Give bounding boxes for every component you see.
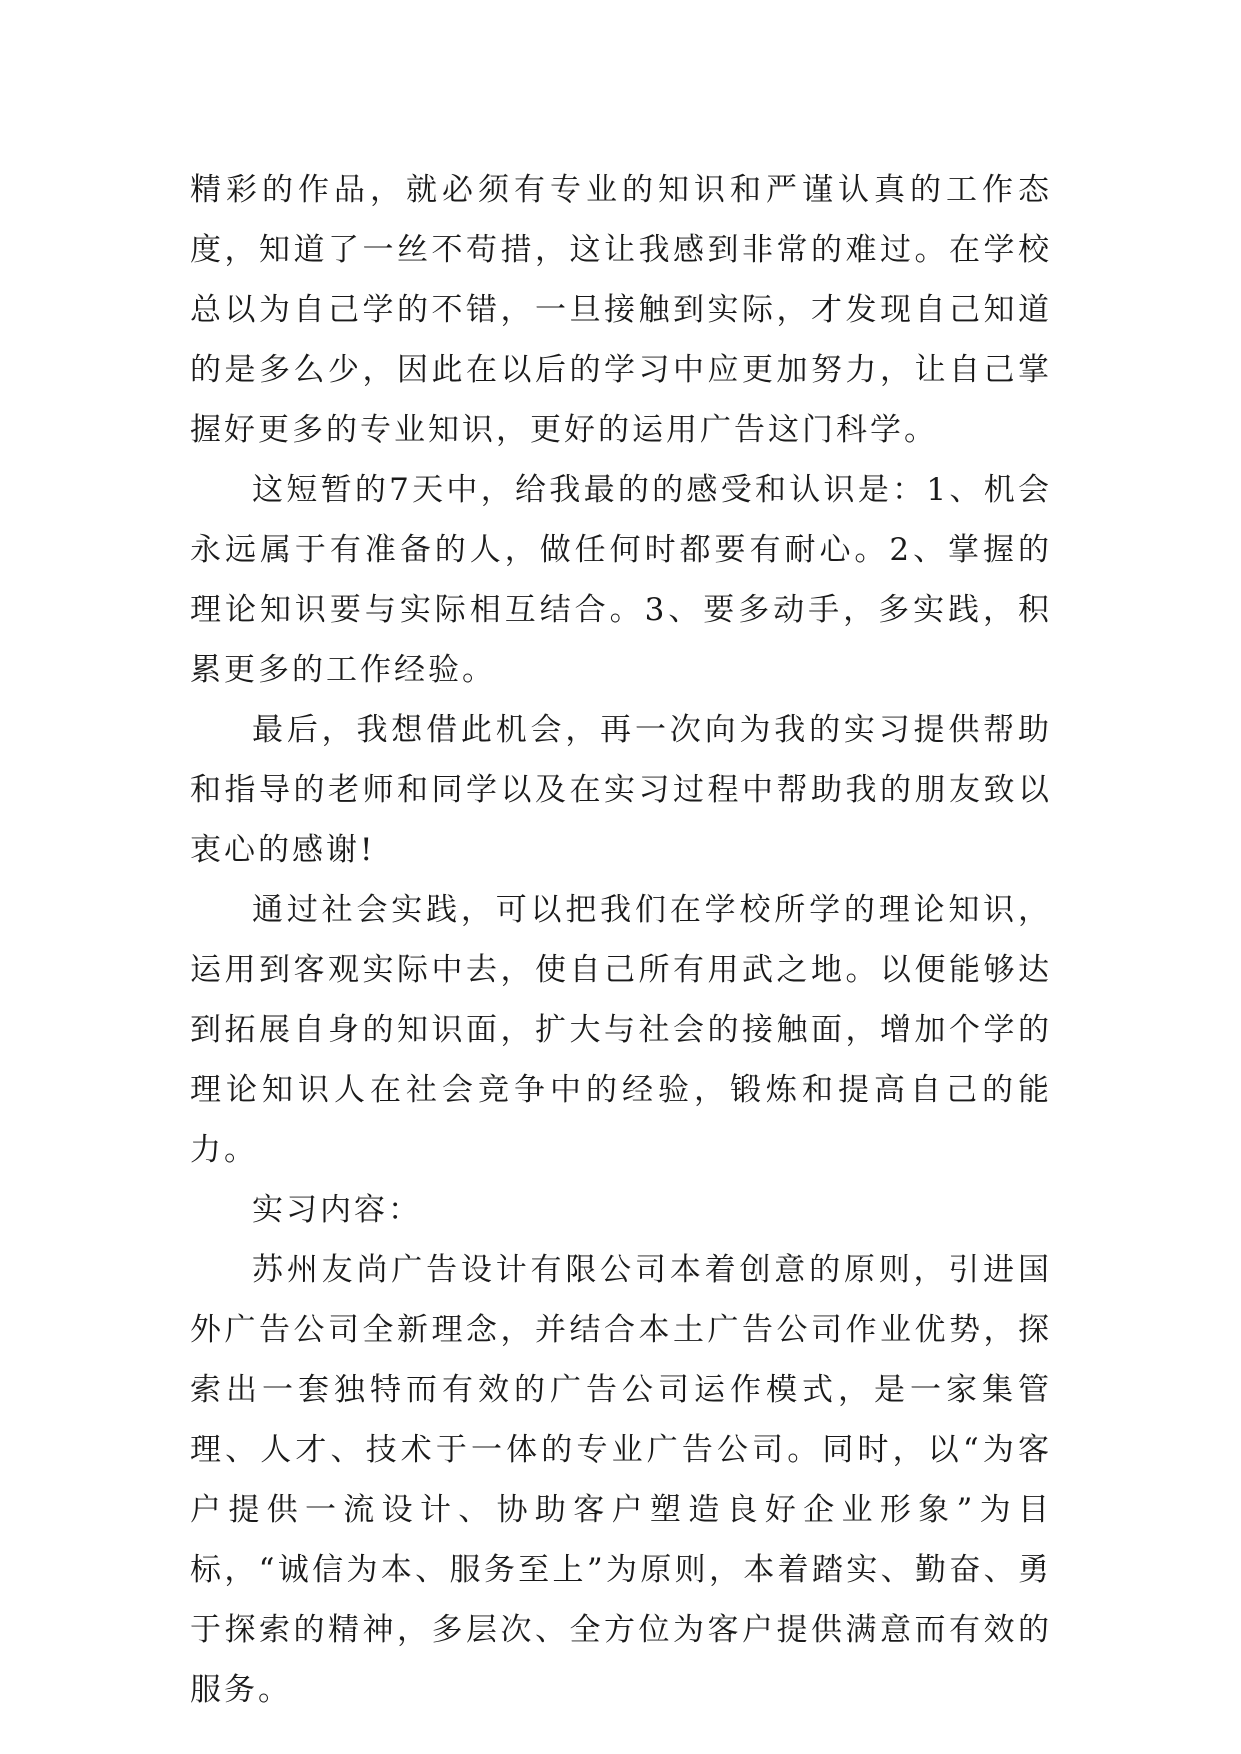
section-heading-internship-content: 实习内容： — [252, 1192, 422, 1228]
document-body — [190, 160, 1052, 1720]
paragraph-thanks: 最后，我想借此机会，再一次向为我的实习提供帮助和指导的老师和同学以及在实习过程中帮助我的朋友致以衷心的感谢! — [190, 712, 1052, 868]
paragraph-company-intro: 苏州友尚广告设计有限公司本着创意的原则，引进国外广告公司全新理念，并结合本土广告公司作业优势，探索出一套独特而有效的广告公司运作模式，是一家集管理、人才、技术于一体的专业广告公司。同时，以“为客户提供一流设计、协助客户塑造良好企业形象”为目标，“诚信为本、服务至上”为原则，本着踏实、勤奋、勇于探索的精神，多层次、全方位为客户提供满意而有效的服务。 — [190, 1252, 1052, 1708]
paragraph-feelings: 这短暂的7天中，给我最的的感受和认识是：1、机会永远属于有准备的人，做任何时都要有耐心。2、掌握的理论知识要与实际相互结合。3、要多动手，多实践，积累更多的工作经验。 — [190, 472, 1052, 688]
paragraph-social-practice: 通过社会实践，可以把我们在学校所学的理论知识，运用到客观实际中去，使自己所有用武之地。以便能够达到拓展自身的知识面，扩大与社会的接触面，增加个学的理论知识人在社会竞争中的经验，锻炼和提高自己的能力。 — [190, 892, 1052, 1168]
paragraph-continuation: 精彩的作品，就必须有专业的知识和严谨认真的工作态度，知道了一丝不苟措，这让我感到非常的难过。在学校总以为自己学的不错，一旦接触到实际，才发现自己知道的是多么少，因此在以后的学习中应更加努力，让自己掌握好更多的专业知识，更好的运用广告这门科学。 — [190, 172, 1052, 448]
